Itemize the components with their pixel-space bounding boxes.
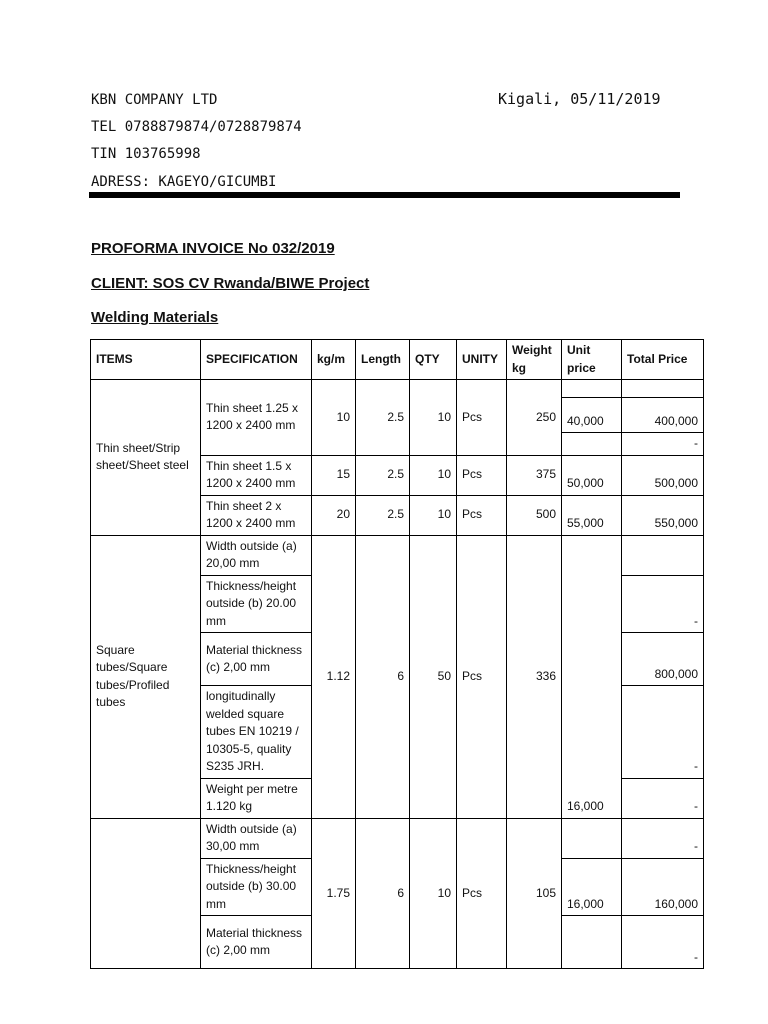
- total-price-cell: -: [622, 575, 704, 633]
- invoice-table: [90, 339, 704, 969]
- company-address: ADRESS: KAGEYO/GICUMBI: [91, 174, 277, 190]
- unit-price-cell: [562, 916, 622, 969]
- unit-price-cell: 55,000: [562, 495, 622, 535]
- section-title: Welding Materials: [91, 309, 219, 326]
- header-unity: UNITY: [457, 340, 507, 380]
- unit-price-cell: 40,000: [562, 398, 622, 433]
- total-price-cell: -: [622, 916, 704, 969]
- total-price-cell: -: [622, 818, 704, 858]
- total-price-cell: 550,000: [622, 495, 704, 535]
- length-cell: 2.5: [356, 455, 410, 495]
- header-total-price: Total Price: [622, 340, 704, 380]
- total-price-cell: 500,000: [622, 455, 704, 495]
- total-price-cell: 800,000: [622, 633, 704, 686]
- table-row: [91, 818, 704, 858]
- unit-price-cell: 16,000: [562, 858, 622, 916]
- unit-price-cell: 50,000: [562, 455, 622, 495]
- unity-cell: Pcs: [457, 818, 507, 969]
- spec-cell: Material thickness (c) 2,00 mm: [201, 633, 312, 686]
- unit-price-cell: 16,000: [562, 535, 622, 818]
- place-date: Kigali, 05/11/2019: [498, 90, 661, 108]
- client-line: CLIENT: SOS CV Rwanda/BIWE Project: [91, 275, 370, 292]
- company-tin: TIN 103765998: [91, 146, 201, 162]
- item-cell: Square tubes/Square tubes/Profiled tubes: [91, 535, 201, 818]
- spec-cell: Thin sheet 2 x 1200 x 2400 mm: [201, 495, 312, 535]
- spec-cell: longitudinally welded square tubes EN 10219 / 10305-5, quality S235 JRH.: [201, 686, 312, 779]
- item-cell: Thin sheet/Strip sheet/Sheet steel: [91, 380, 201, 536]
- header-kgm: kg/m: [312, 340, 356, 380]
- item-cell: [91, 818, 201, 969]
- total-price-cell: 400,000: [622, 398, 704, 433]
- weight-cell: 250: [507, 380, 562, 456]
- header-specification: SPECIFICATION: [201, 340, 312, 380]
- table-header-row: [91, 340, 704, 380]
- length-cell: 6: [356, 818, 410, 969]
- table-row: [91, 535, 704, 575]
- unit-price-cell: [562, 380, 622, 398]
- total-price-cell: 160,000: [622, 858, 704, 916]
- spec-cell: Thickness/height outside (b) 20.00 mm: [201, 575, 312, 633]
- unity-cell: Pcs: [457, 535, 507, 818]
- company-tel: TEL 0788879874/0728879874: [91, 119, 302, 135]
- spec-cell: Thickness/height outside (b) 30.00 mm: [201, 858, 312, 916]
- qty-cell: 10: [410, 380, 457, 456]
- table-row: [91, 380, 704, 398]
- spec-cell: Material thickness (c) 2,00 mm: [201, 916, 312, 969]
- qty-cell: 10: [410, 455, 457, 495]
- total-price-cell: [622, 535, 704, 575]
- header-length: Length: [356, 340, 410, 380]
- unit-price-cell: [562, 818, 622, 858]
- spec-cell: Width outside (a) 30,00 mm: [201, 818, 312, 858]
- unity-cell: Pcs: [457, 380, 507, 456]
- header-items: ITEMS: [91, 340, 201, 380]
- length-cell: 2.5: [356, 495, 410, 535]
- total-price-cell: -: [622, 433, 704, 456]
- spec-cell: Weight per metre 1.120 kg: [201, 778, 312, 818]
- weight-cell: 105: [507, 818, 562, 969]
- unity-cell: Pcs: [457, 455, 507, 495]
- kgm-cell: 15: [312, 455, 356, 495]
- weight-cell: 375: [507, 455, 562, 495]
- qty-cell: 50: [410, 535, 457, 818]
- total-price-cell: -: [622, 778, 704, 818]
- unit-price-cell: [562, 433, 622, 456]
- kgm-cell: 20: [312, 495, 356, 535]
- company-name: KBN COMPANY LTD: [91, 92, 218, 108]
- kgm-cell: 1.12: [312, 535, 356, 818]
- qty-cell: 10: [410, 495, 457, 535]
- length-cell: 6: [356, 535, 410, 818]
- header-unit-price: Unit price: [562, 340, 622, 380]
- qty-cell: 10: [410, 818, 457, 969]
- spec-cell: Thin sheet 1.25 x 1200 x 2400 mm: [201, 380, 312, 456]
- unity-cell: Pcs: [457, 495, 507, 535]
- length-cell: 2.5: [356, 380, 410, 456]
- kgm-cell: 1.75: [312, 818, 356, 969]
- total-price-cell: -: [622, 686, 704, 779]
- weight-cell: 336: [507, 535, 562, 818]
- spec-cell: Thin sheet 1.5 x 1200 x 2400 mm: [201, 455, 312, 495]
- total-price-cell: [622, 380, 704, 398]
- invoice-title: PROFORMA INVOICE No 032/2019: [91, 240, 335, 257]
- spec-cell: Width outside (a) 20,00 mm: [201, 535, 312, 575]
- kgm-cell: 10: [312, 380, 356, 456]
- header-divider: [89, 192, 680, 198]
- header-qty: QTY: [410, 340, 457, 380]
- header-weight: Weight kg: [507, 340, 562, 380]
- weight-cell: 500: [507, 495, 562, 535]
